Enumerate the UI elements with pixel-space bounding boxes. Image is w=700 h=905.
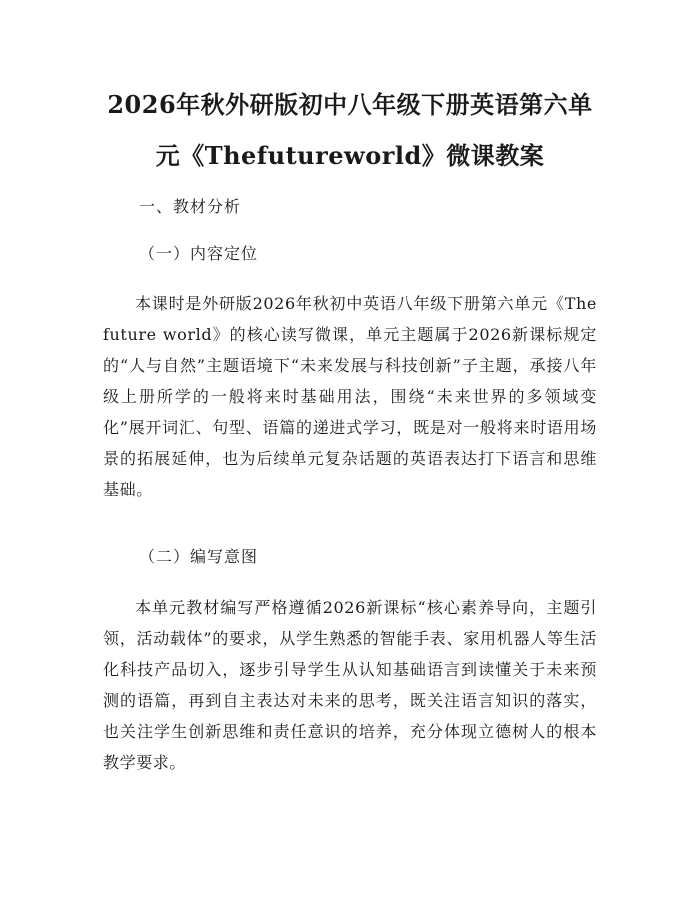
- paragraph-writing-intent: 本单元教材编写严格遵循2026新课标“核心素养导向，主题引领，活动载体”的要求，从学生熟悉的智能手表、家用机器人等生活化科技产品切入，逐步引导学生从认知基础语言到读懂关于未来预测的语篇，再到自主表达对未来的思考，既关注语言知识的落实，也关注学生创新思维和责任意识的培养，充分体现立德树人的根本教学要求。: [103, 598, 597, 772]
- document-title-line-2: 元《Thefutureworld》微课教案: [155, 141, 545, 170]
- document-title-line-1: 2026年秋外研版初中八年级下册英语第六单: [107, 90, 593, 119]
- subsection-heading-writing-intent: （二）编写意图: [139, 547, 259, 566]
- subsection-heading-content-positioning: （一）内容定位: [139, 244, 259, 263]
- section-heading-textbook-analysis: 一、教材分析: [139, 197, 242, 216]
- paragraph-content-positioning: 本课时是外研版2026年秋初中英语八年级下册第六单元《The future world》的核心读写微课，单元主题属于2026新课标规定的“人与自然”主题语境下“未来发展与科技创新”子主题，承接八年级上册所学的一般将来时基础用法，围绕“未来世界的多领域变化”展开词汇、句型、语篇的递进式学习，既是对一般将来时语用场景的拓展延伸，也为后续单元复杂话题的英语表达打下语言和思维基础。: [103, 294, 597, 499]
